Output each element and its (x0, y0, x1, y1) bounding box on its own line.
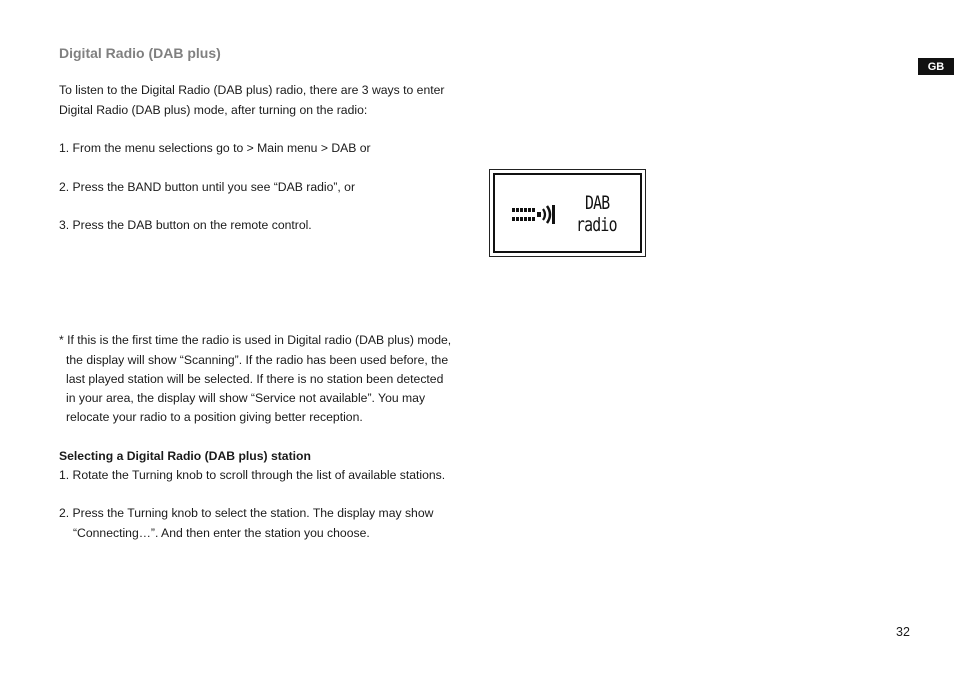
select-step-1: 1. Rotate the Turning knob to scroll through the list of available stations. (59, 468, 446, 482)
page-title: Digital Radio (DAB plus) (59, 45, 221, 61)
note-line-1: * If this is the first time the radio is used in Digital radio (DAB plus) mode, (59, 333, 452, 347)
radio-display-screen (493, 173, 642, 253)
section-heading: Selecting a Digital Radio (DAB plus) station (59, 449, 311, 463)
dab-signal-icon (510, 202, 558, 228)
note-line-4: in your area, the display will show “Service not available”. You may (66, 391, 426, 405)
note-line-5: relocate your radio to a position giving better reception. (66, 410, 363, 424)
intro-line-2: Digital Radio (DAB plus) mode, after turning on the radio: (59, 103, 368, 117)
step-1: 1. From the menu selections go to > Main menu > DAB or (59, 141, 371, 155)
intro-line-1: To listen to the Digital Radio (DAB plus) radio, there are 3 ways to enter (59, 83, 445, 97)
display-line-2: radio (576, 214, 617, 236)
select-step-2-line-2: “Connecting…”. And then enter the station you choose. (73, 526, 370, 540)
language-badge: GB (918, 58, 954, 75)
select-step-2-line-1: 2. Press the Turning knob to select the station. The display may show (59, 506, 434, 520)
radio-display (489, 169, 646, 257)
note-line-2: the display will show “Scanning”. If the radio has been used before, the (66, 353, 449, 367)
page-number: 32 (896, 625, 910, 639)
step-2: 2. Press the BAND button until you see “DAB radio”, or (59, 180, 356, 194)
note-line-3: last played station will be selected. If there is no station been detected (66, 372, 444, 386)
display-line-1: DAB (585, 192, 610, 214)
step-3: 3. Press the DAB button on the remote control. (59, 218, 312, 232)
